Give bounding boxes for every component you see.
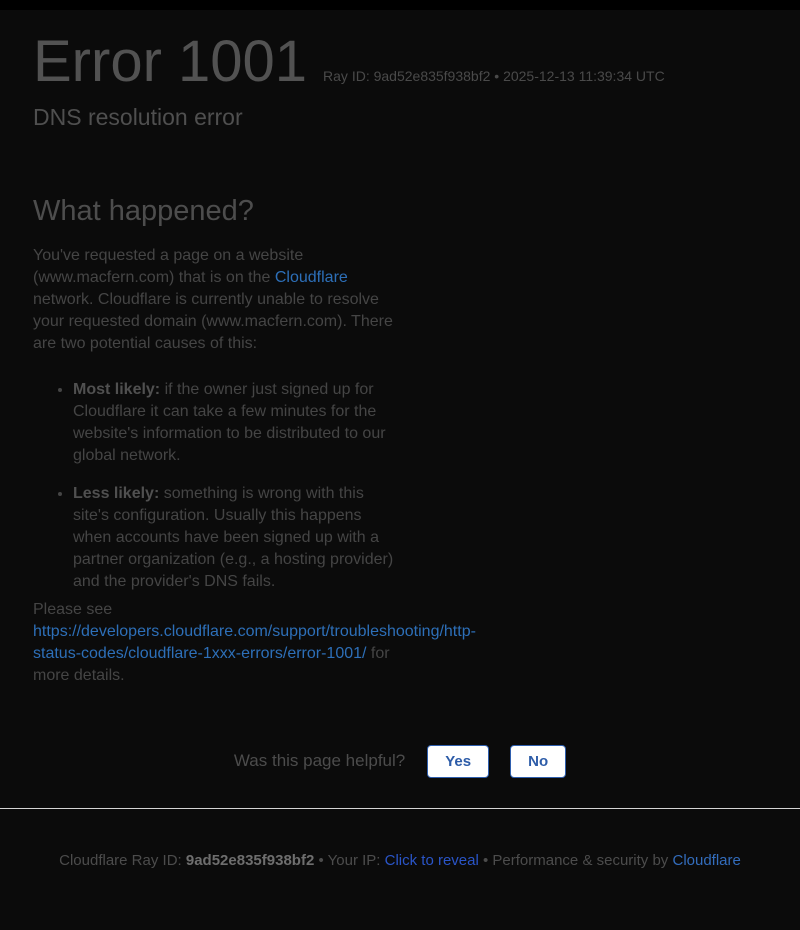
error-subtitle: DNS resolution error bbox=[33, 104, 243, 130]
intro-paragraph bbox=[33, 245, 401, 355]
footer-ray-label: Cloudflare Ray ID: bbox=[59, 851, 186, 869]
causes-list bbox=[33, 379, 401, 593]
list-item-less-likely bbox=[73, 483, 401, 593]
main-content bbox=[0, 194, 800, 778]
helpful-row bbox=[33, 745, 767, 778]
details-text-before: Please see bbox=[33, 600, 113, 618]
no-button[interactable]: No bbox=[510, 745, 566, 778]
error-header bbox=[0, 10, 800, 131]
footer-ip-label: Your IP: bbox=[327, 851, 385, 869]
bullet-text: if the owner just signed up for Cloudflare it can take a few minutes for the website's information to be distributed to our global network. bbox=[73, 380, 386, 464]
ray-id-timestamp: Ray ID: 9ad52e835f938bf2 • 2025-12-13 11:39:34 UTC bbox=[323, 68, 665, 84]
bullet-label: Less likely: bbox=[73, 484, 160, 502]
what-happened-section bbox=[33, 194, 476, 687]
helpful-question: Was this page helpful? bbox=[233, 751, 406, 771]
footer-separator: • bbox=[314, 851, 328, 869]
list-item-most-likely bbox=[73, 379, 401, 467]
top-strip bbox=[0, 0, 800, 10]
intro-text-after: network. Cloudflare is currently unable to resolve your requested domain (www.macfern.com). There are two potential causes of this: bbox=[33, 290, 393, 352]
troubleshooting-link[interactable]: https://developers.cloudflare.com/support/troubleshooting/http-status-codes/cloudflare-1xxx-errors/error-1001/ bbox=[33, 622, 476, 662]
yes-button[interactable]: Yes bbox=[427, 745, 489, 778]
cloudflare-link[interactable]: Cloudflare bbox=[274, 268, 348, 286]
bullet-text: something is wrong with this site's configuration. Usually this happens when accounts have been signed up with a partner organization (e.g., a hosting provider) and the provider's DNS fails. bbox=[73, 484, 394, 590]
footer-ray-id: 9ad52e835f938bf2 bbox=[185, 851, 315, 869]
error-title-row bbox=[33, 29, 767, 94]
details-paragraph bbox=[33, 599, 476, 687]
details-text-after: for more details. bbox=[33, 644, 390, 684]
error-title: Error 1001 bbox=[33, 29, 308, 94]
what-happened-heading: What happened? bbox=[33, 195, 254, 227]
footer-cloudflare-link[interactable]: Cloudflare bbox=[672, 851, 741, 869]
intro-text-before: You've requested a page on a website (www.macfern.com) that is on the bbox=[33, 246, 304, 286]
bullet-label: Most likely: bbox=[73, 380, 161, 398]
ip-reveal-link[interactable]: Click to reveal bbox=[384, 851, 479, 869]
footer-separator: • bbox=[478, 851, 493, 869]
footer-perf-label: Performance & security by bbox=[492, 851, 673, 869]
footer bbox=[0, 809, 800, 869]
